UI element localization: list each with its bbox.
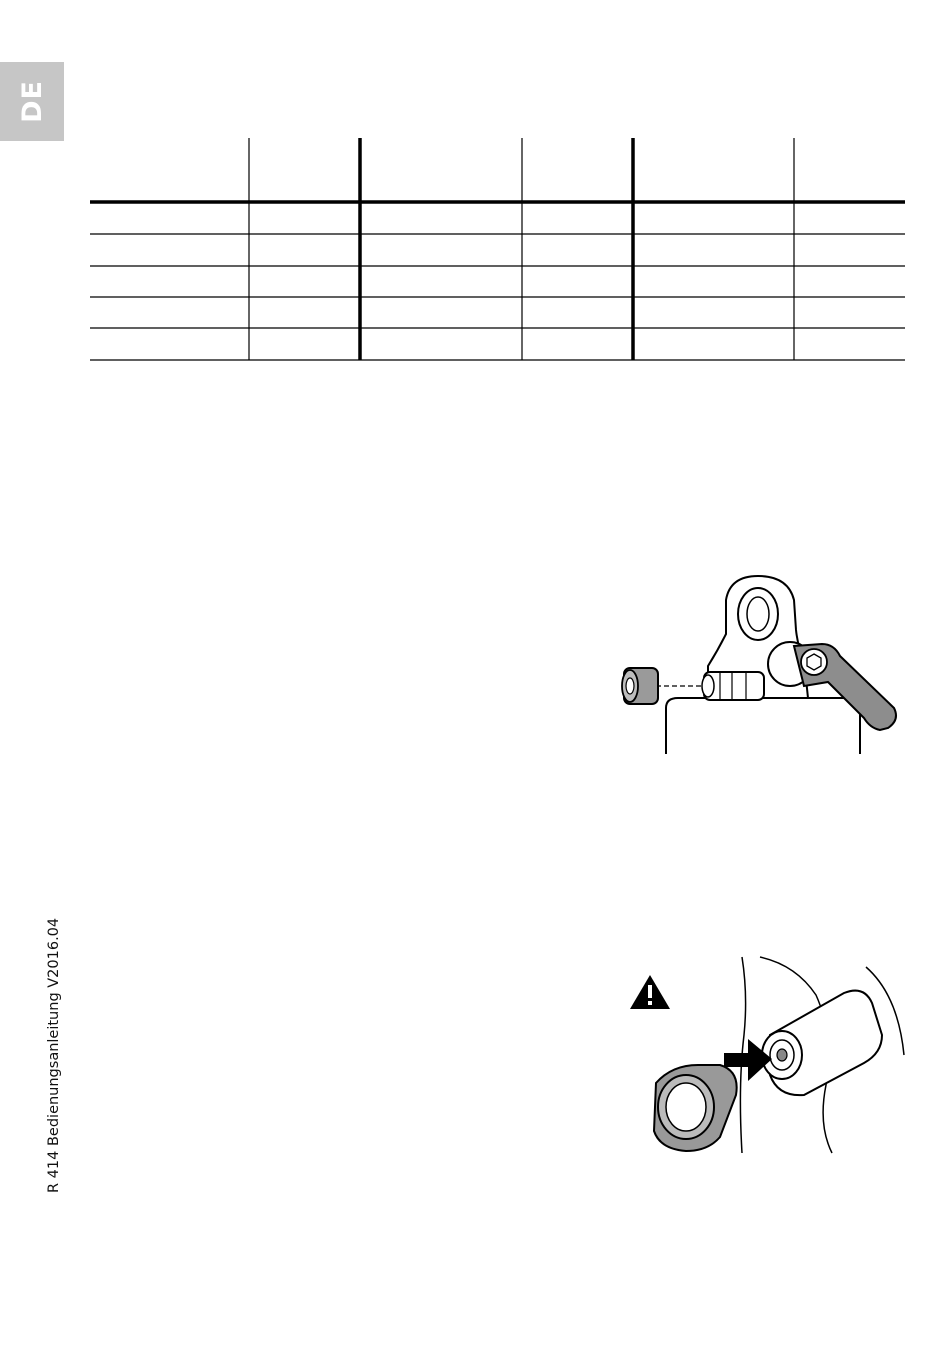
- cap-insert-illustration: [620, 955, 910, 1155]
- seat-post-lever-illustration: [608, 570, 908, 756]
- language-tab-label: DE: [16, 80, 48, 123]
- language-tab: [0, 62, 64, 141]
- spec-table: [90, 138, 905, 362]
- warning-triangle-icon: [630, 975, 670, 1009]
- document-reference: R 414 Bedienungsanleitung V2016.04: [46, 917, 62, 1193]
- spec-table-grid: [90, 138, 905, 362]
